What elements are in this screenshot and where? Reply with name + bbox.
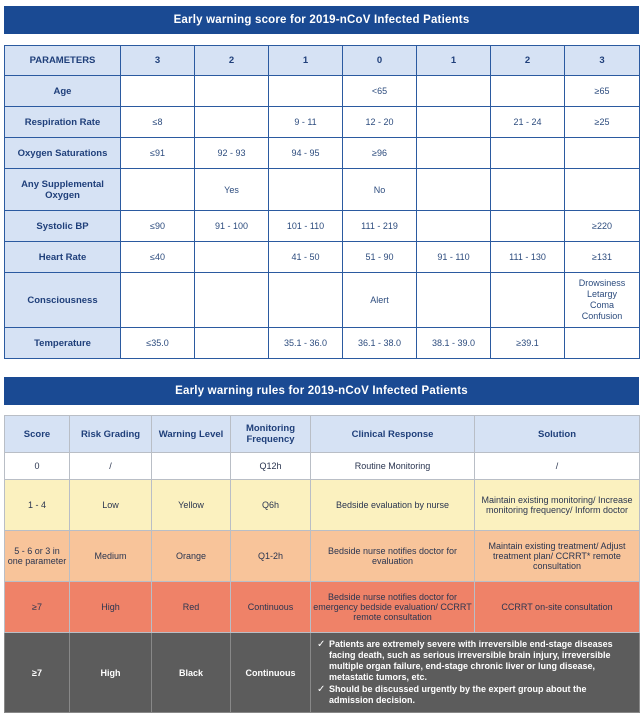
black-level-notes xyxy=(311,633,640,713)
table-row xyxy=(5,480,640,531)
table-row xyxy=(5,582,640,633)
param-label: Oxygen Saturations xyxy=(5,138,121,169)
score-cell: 5 - 6 or 3 in one parameter xyxy=(5,531,70,582)
consciousness-level: Letargy xyxy=(586,289,618,300)
param-label: Respiration Rate xyxy=(5,107,121,138)
warning-cell xyxy=(152,453,231,480)
param-label: Any Supplemental Oxygen xyxy=(5,169,121,211)
score-cell: 12 - 20 xyxy=(343,107,417,138)
header-score: 1 xyxy=(417,46,491,76)
frequency-cell: Continuous xyxy=(231,582,311,633)
score-cell xyxy=(195,107,269,138)
param-label: Systolic BP xyxy=(5,211,121,242)
score-cell xyxy=(121,169,195,211)
score-cell: 111 - 130 xyxy=(491,242,565,273)
score-cell: ≤90 xyxy=(121,211,195,242)
score-cell: 101 - 110 xyxy=(269,211,343,242)
score-cell xyxy=(491,211,565,242)
warning-cell: Black xyxy=(152,633,231,713)
score-cell: ≥7 xyxy=(5,582,70,633)
solution-cell: Maintain existing treatment/ Adjust treatment plan/ CCRRT* remote consultation xyxy=(475,531,640,582)
score-cell xyxy=(269,273,343,328)
risk-cell: Low xyxy=(70,480,152,531)
score-cell: 9 - 11 xyxy=(269,107,343,138)
score-cell xyxy=(195,76,269,107)
score-cell: 38.1 - 39.0 xyxy=(417,328,491,359)
score-cell: <65 xyxy=(343,76,417,107)
warning-cell: Yellow xyxy=(152,480,231,531)
header-score: 3 xyxy=(121,46,195,76)
table-row xyxy=(5,633,640,713)
score-cell: ≥131 xyxy=(565,242,640,273)
score-cell: ≥25 xyxy=(565,107,640,138)
score-cell: 36.1 - 38.0 xyxy=(343,328,417,359)
score-cell: 1 - 4 xyxy=(5,480,70,531)
score-cell xyxy=(417,138,491,169)
table-row xyxy=(5,328,640,359)
rules-table-title: Early warning rules for 2019-nCoV Infected Patients xyxy=(4,377,639,405)
score-cell xyxy=(491,138,565,169)
score-cell xyxy=(491,273,565,328)
risk-cell: High xyxy=(70,582,152,633)
risk-cell: / xyxy=(70,453,152,480)
consciousness-level: Drowsiness xyxy=(578,278,626,289)
score-cell xyxy=(195,273,269,328)
score-cell xyxy=(417,169,491,211)
score-cell xyxy=(417,273,491,328)
header-score: 2 xyxy=(491,46,565,76)
header-risk-grading: Risk Grading xyxy=(70,416,152,453)
param-label: Consciousness xyxy=(5,273,121,328)
score-cell xyxy=(195,328,269,359)
table-row xyxy=(5,453,640,480)
header-score: 2 xyxy=(195,46,269,76)
header-score: 1 xyxy=(269,46,343,76)
header-score: Score xyxy=(5,416,70,453)
table-row xyxy=(5,169,640,211)
score-cell: ≥96 xyxy=(343,138,417,169)
score-cell: 91 - 100 xyxy=(195,211,269,242)
warning-cell: Orange xyxy=(152,531,231,582)
solution-cell: Maintain existing monitoring/ Increase monitoring frequency/ Inform doctor xyxy=(475,480,640,531)
score-cell: 51 - 90 xyxy=(343,242,417,273)
score-cell: Alert xyxy=(343,273,417,328)
risk-cell: Medium xyxy=(70,531,152,582)
checkmark-icon: ✓ xyxy=(317,639,326,651)
score-cell xyxy=(491,76,565,107)
header-score: 0 xyxy=(343,46,417,76)
header-parameters: PARAMETERS xyxy=(5,46,121,76)
table-row xyxy=(5,211,640,242)
table-row xyxy=(5,242,640,273)
param-label: Temperature xyxy=(5,328,121,359)
score-cell xyxy=(565,169,640,211)
frequency-cell: Continuous xyxy=(231,633,311,713)
frequency-cell: Q12h xyxy=(231,453,311,480)
table-row xyxy=(5,107,640,138)
score-cell xyxy=(121,76,195,107)
score-cell: 0 xyxy=(5,453,70,480)
score-cell xyxy=(417,107,491,138)
consciousness-level: Coma xyxy=(589,300,614,310)
score-cell: ≥220 xyxy=(565,211,640,242)
table-row xyxy=(5,273,640,328)
param-label: Age xyxy=(5,76,121,107)
early-warning-rules-table xyxy=(4,415,640,713)
score-cell: Yes xyxy=(195,169,269,211)
score-cell xyxy=(269,169,343,211)
score-cell xyxy=(491,169,565,211)
score-cell: ≤35.0 xyxy=(121,328,195,359)
score-table-title: Early warning score for 2019-nCoV Infected Patients xyxy=(4,6,639,34)
score-cell: 94 - 95 xyxy=(269,138,343,169)
score-cell: 41 - 50 xyxy=(269,242,343,273)
score-cell: 111 - 219 xyxy=(343,211,417,242)
header-score: 3 xyxy=(565,46,640,76)
checkmark-icon: ✓ xyxy=(317,684,326,696)
table-row xyxy=(5,138,640,169)
score-cell xyxy=(195,242,269,273)
score-cell: ≥65 xyxy=(565,76,640,107)
solution-cell: / xyxy=(475,453,640,480)
rules-header-row xyxy=(5,416,640,453)
note-text: Should be discussed urgently by the expert group about the admission decision. xyxy=(329,684,587,706)
score-cell: ≥39.1 xyxy=(491,328,565,359)
header-solution: Solution xyxy=(475,416,640,453)
score-cell: 92 - 93 xyxy=(195,138,269,169)
note-bullet xyxy=(317,684,633,706)
response-cell: Bedside nurse notifies doctor for evaluation xyxy=(311,531,475,582)
note-bullet xyxy=(317,639,633,682)
header-monitoring-frequency: Monitoring Frequency xyxy=(231,416,311,453)
table-row xyxy=(5,76,640,107)
risk-cell: High xyxy=(70,633,152,713)
score-cell: ≤8 xyxy=(121,107,195,138)
score-cell xyxy=(269,76,343,107)
score-cell xyxy=(565,328,640,359)
param-label: Heart Rate xyxy=(5,242,121,273)
score-cell xyxy=(417,211,491,242)
score-cell: 21 - 24 xyxy=(491,107,565,138)
score-cell: ≥7 xyxy=(5,633,70,713)
warning-cell: Red xyxy=(152,582,231,633)
score-cell xyxy=(565,138,640,169)
consciousness-level: Confusion xyxy=(581,310,623,321)
response-cell: Bedside evaluation by nurse xyxy=(311,480,475,531)
response-cell: Bedside nurse notifies doctor for emergency bedside evaluation/ CCRRT remote consultation xyxy=(311,582,475,633)
frequency-cell: Q1-2h xyxy=(231,531,311,582)
header-warning-level: Warning Level xyxy=(152,416,231,453)
header-clinical-response: Clinical Response xyxy=(311,416,475,453)
frequency-cell: Q6h xyxy=(231,480,311,531)
score-cell xyxy=(121,273,195,328)
note-text: Patients are extremely severe with irreversible end-stage diseases facing death, such as serious irreversible brain injury, irreversible multiple organ failure, end-stage chronic liver or lung disease, metastatic tumors, etc. xyxy=(329,639,613,682)
solution-cell: CCRRT on-site consultation xyxy=(475,582,640,633)
early-warning-score-table xyxy=(4,45,640,359)
consciousness-levels-cell xyxy=(565,273,640,328)
response-cell: Routine Monitoring xyxy=(311,453,475,480)
table-row xyxy=(5,531,640,582)
score-header-row xyxy=(5,46,640,76)
score-cell: 91 - 110 xyxy=(417,242,491,273)
score-cell: ≤91 xyxy=(121,138,195,169)
score-cell: ≤40 xyxy=(121,242,195,273)
score-cell: No xyxy=(343,169,417,211)
score-cell: 35.1 - 36.0 xyxy=(269,328,343,359)
score-cell xyxy=(417,76,491,107)
